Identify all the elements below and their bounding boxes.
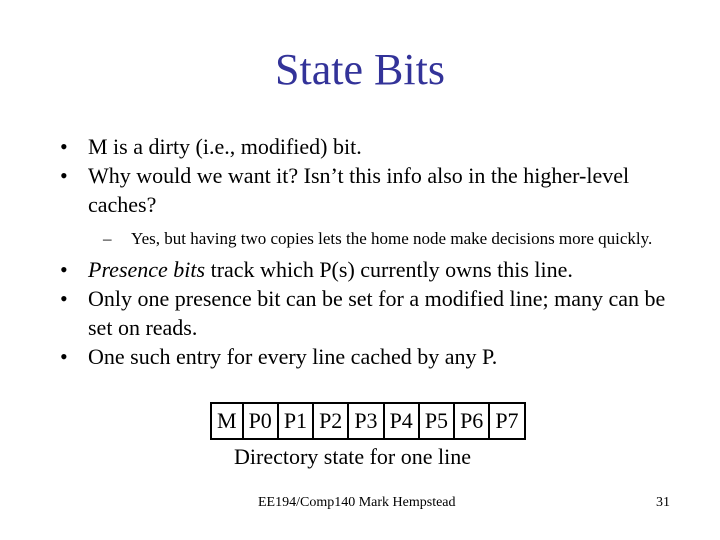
bullet-marker: • xyxy=(60,163,68,188)
bullet-item xyxy=(60,255,670,284)
directory-cell-p3: P3 xyxy=(349,404,384,438)
directory-cell-p6: P6 xyxy=(455,404,490,438)
footer-page-number: 31 xyxy=(656,495,670,510)
directory-cell-p1: P1 xyxy=(279,404,314,438)
directory-cell-p0: P0 xyxy=(244,404,279,438)
bullet-marker: • xyxy=(60,344,68,369)
bullet-item xyxy=(60,342,670,371)
sub-bullet-marker: – xyxy=(103,229,112,248)
bullet-list xyxy=(60,132,670,371)
bullet-item xyxy=(60,132,670,161)
directory-cell-p2: P2 xyxy=(314,404,349,438)
bullet-marker: • xyxy=(60,257,68,282)
directory-cell-p7: P7 xyxy=(495,408,519,433)
bullet-item xyxy=(60,161,670,219)
bullet-marker: • xyxy=(60,286,68,311)
directory-entry-table xyxy=(210,402,526,440)
bullet-marker: • xyxy=(60,134,68,159)
directory-cell-m: M xyxy=(212,404,244,438)
directory-caption: Directory state for one line xyxy=(234,444,472,469)
bullet-text: track which P(s) currently owns this line. xyxy=(205,257,573,282)
sub-bullet-text: Yes, but having two copies lets the home node make decisions more quickly. xyxy=(131,229,653,248)
bullet-item xyxy=(60,284,670,342)
footer-course: EE194/Comp140 Mark Hempstead xyxy=(258,495,456,510)
slide-title: State Bits xyxy=(275,45,445,94)
directory-cell-p4: P4 xyxy=(385,404,420,438)
sub-bullet-item xyxy=(105,228,670,250)
bullet-text: One such entry for every line cached by any P. xyxy=(88,344,498,369)
bullet-text: Why would we want it? Isn’t this info also in the higher-level caches? xyxy=(88,163,630,217)
bullet-italic-term: Presence bits xyxy=(88,257,206,282)
bullet-text: M is a dirty (i.e., modified) bit. xyxy=(88,134,362,159)
directory-cell-p5: P5 xyxy=(420,404,455,438)
bullet-text: Only one presence bit can be set for a modified line; many can be set on reads. xyxy=(88,286,666,340)
